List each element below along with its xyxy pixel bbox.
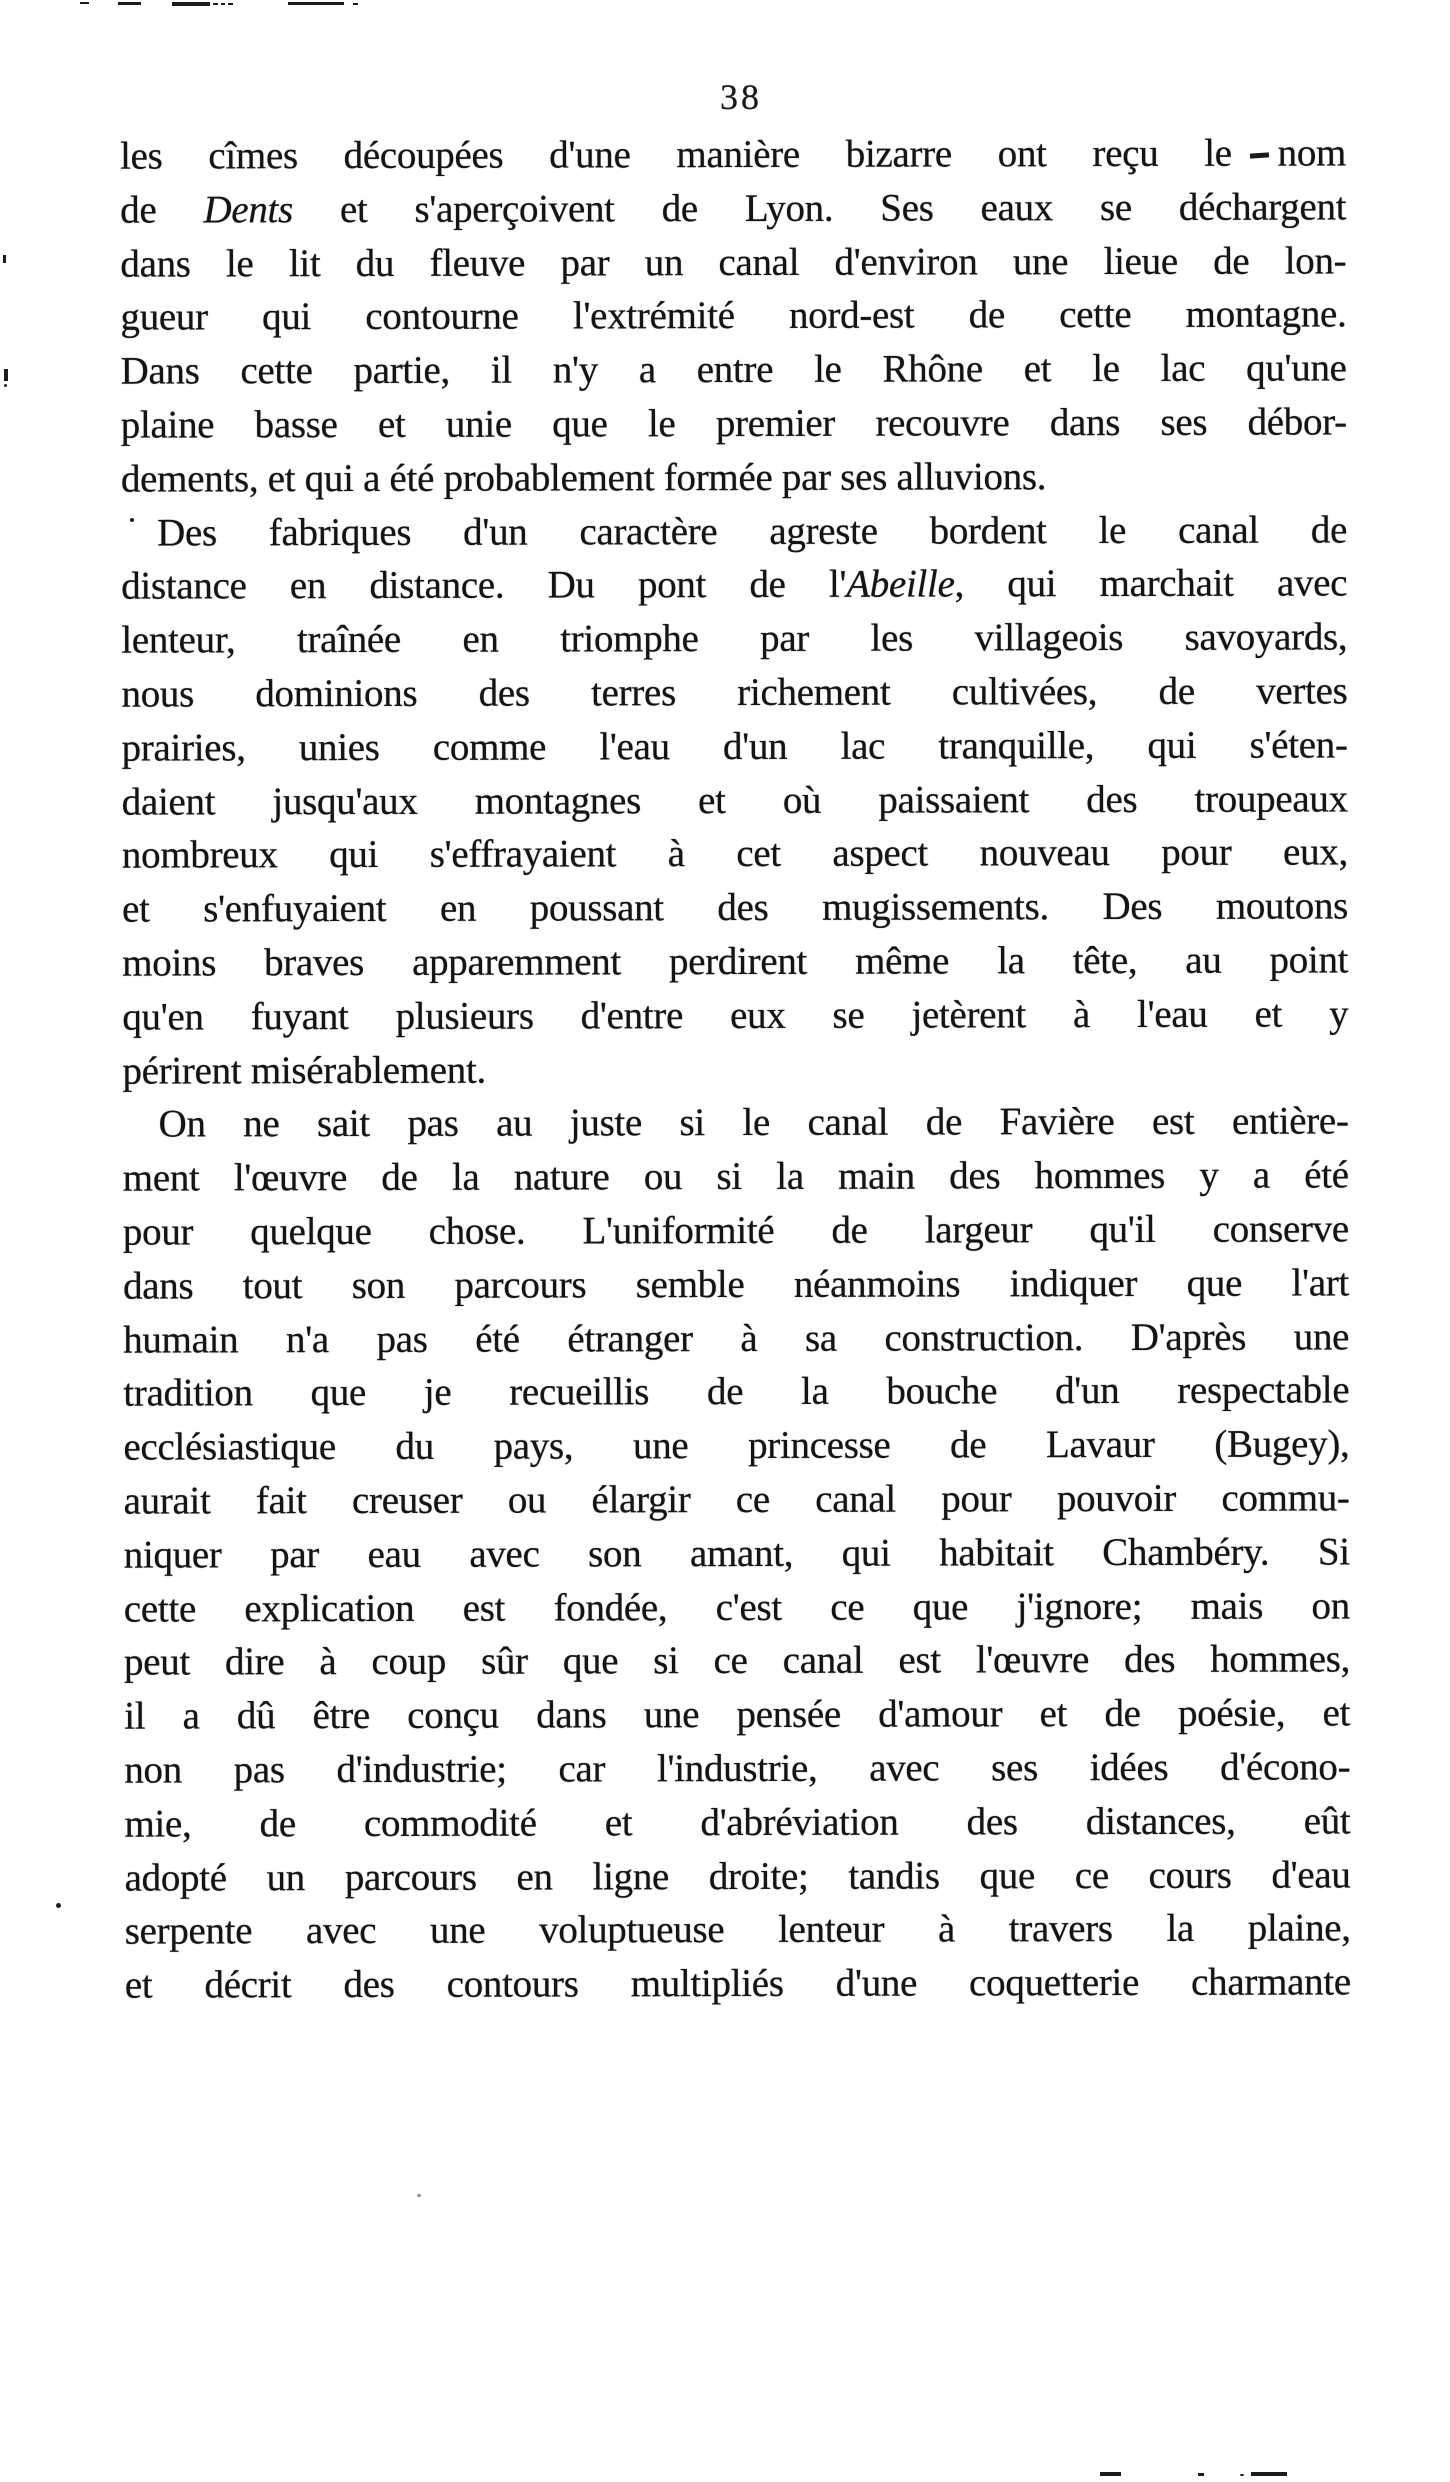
text-line: et décrit des contours multipliés d'une coquetterie charmante: [124, 1960, 1351, 2007]
text-line: dements, et qui a été probablement formée par ses alluvions.: [120, 454, 1047, 501]
ink-mark: [4, 369, 8, 381]
ink-mark: [417, 2194, 421, 2197]
ink-mark: [4, 384, 7, 387]
ink-mark: [353, 3, 358, 5]
text-line: daient jusqu'aux montagnes et où paissaient des troupeaux: [121, 776, 1348, 824]
text-line: Des fabriques d'un caractère agreste bordent le canal de: [157, 507, 1348, 555]
paragraph: [120, 126, 1347, 506]
ink-mark: [118, 2, 141, 5]
ink-mark: [3, 255, 6, 263]
text-line: les cîmes découpées d'une manière bizarre ont reçu le nom: [120, 131, 1347, 178]
text-line: cette explication est fondée, c'est ce que j'ignore; mais on: [123, 1583, 1350, 1631]
ink-mark: [221, 3, 225, 5]
text-line: il a dû être conçu dans une pensée d'amour et de poésie, et: [124, 1691, 1351, 1738]
text-line: serpente avec une voluptueuse lenteur à travers la plaine,: [124, 1906, 1351, 1953]
paragraph: [121, 503, 1349, 1098]
ink-mark: [1100, 2472, 1121, 2476]
text-line: aurait fait creuser ou élargir ce canal pour pouvoir commu-: [123, 1476, 1350, 1523]
ink-mark: [1251, 2472, 1287, 2476]
text-line: dans le lit du fleuve par un canal d'environ une lieue de lon-: [120, 238, 1347, 286]
text-line: et s'enfuyaient en poussant des mugissements. Des moutons: [121, 884, 1349, 931]
ink-mark: [1240, 2474, 1244, 2476]
text-line: de Dents et s'aperçoivent de Lyon. Ses eaux se déchargent: [120, 185, 1347, 232]
paragraph: [123, 1095, 1351, 2013]
page-number: 38: [720, 77, 762, 117]
text-line: On ne sait pas au juste si le canal de Favière est entière-: [158, 1099, 1349, 1146]
text-line: gueur qui contourne l'extrémité nord-est de cette montagne.: [120, 292, 1347, 339]
text-line: moins braves apparemment perdirent même la tête, au point: [122, 938, 1349, 985]
ink-mark: [213, 3, 218, 5]
ink-mark: [172, 2, 210, 6]
text-line: dans tout son parcours semble néanmoins indiquer que l'art: [122, 1261, 1350, 1308]
text-line: Dans cette partie, il n'y a entre le Rhône et le lac qu'une: [120, 346, 1347, 393]
body-text: [120, 126, 1351, 2012]
text-line: qu'en fuyant plusieurs d'entre eux se jetèrent à l'eau et y: [122, 992, 1349, 1039]
text-line: nous dominions des terres richement cultivées, de vertes: [121, 669, 1348, 716]
text-line: prairies, unies comme l'eau d'un lac tranquille, qui s'éten-: [121, 723, 1348, 770]
text-line: peut dire à coup sûr que si ce canal est l'œuvre des hommes,: [123, 1637, 1351, 1684]
text-line: niquer par eau avec son amant, qui habitait Chambéry. Si: [123, 1530, 1350, 1577]
text-line: mie, de commodité et d'abréviation des distances, eût: [124, 1799, 1351, 1846]
text-line: ment l'œuvre de la nature ou si la main des hommes y a été: [122, 1153, 1349, 1200]
text-line: tradition que je recueillis de la bouche d'un respectable: [123, 1368, 1350, 1415]
text-line: humain n'a pas été étranger à sa construction. D'après une: [123, 1314, 1350, 1362]
ink-mark: [1198, 2473, 1204, 2476]
text-line: pour quelque chose. L'uniformité de largeur qu'il conserve: [122, 1207, 1349, 1254]
text-line: distance en distance. Du pont de l'Abeille, qui marchait avec: [121, 561, 1348, 608]
text-line: non pas d'industrie; car l'industrie, avec ses idées d'écono-: [124, 1745, 1351, 1792]
text-line: périrent misérablement.: [122, 1048, 486, 1093]
ink-mark: [56, 1903, 61, 1908]
ink-mark: [80, 2, 89, 4]
text-line: plaine basse et unie que le premier recouvre dans ses débor-: [120, 400, 1347, 447]
text-line: adopté un parcours en ligne droite; tandis que ce cours d'eau: [124, 1852, 1351, 1900]
ink-mark: [228, 3, 233, 5]
text-line: lenteur, traînée en triomphe par les villageois savoyards,: [121, 615, 1348, 662]
ink-mark: [288, 2, 344, 5]
text-line: ecclésiastique du pays, une princesse de Lavaur (Bugey),: [123, 1422, 1350, 1469]
text-line: nombreux qui s'effrayaient à cet aspect nouveau pour eux,: [121, 830, 1348, 877]
